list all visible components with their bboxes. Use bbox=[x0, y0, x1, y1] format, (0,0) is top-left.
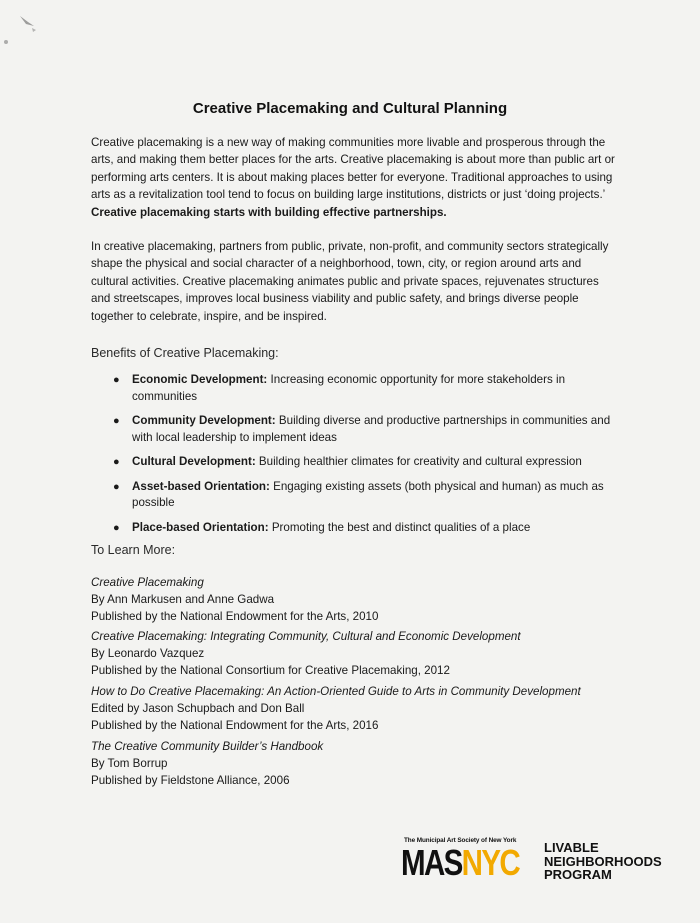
reference-entry bbox=[91, 574, 631, 626]
bullet-icon: ● bbox=[113, 415, 120, 427]
list-item bbox=[91, 520, 611, 537]
reference-title: Creative Placemaking: Integrating Community, Cultural and Economic Development bbox=[91, 630, 521, 643]
logo-program-line: LIVABLE bbox=[544, 840, 599, 855]
bullet-icon: ● bbox=[113, 456, 120, 468]
benefit-label: Economic Development: bbox=[132, 373, 268, 386]
list-item bbox=[91, 454, 611, 471]
list-item bbox=[91, 479, 611, 512]
logo-program-line: NEIGHBORHOODS bbox=[544, 853, 662, 869]
learn-more-heading: To Learn More: bbox=[91, 543, 176, 557]
intro-paragraph bbox=[91, 134, 616, 221]
benefit-text: Increasing economic opportunity for more stakeholders in communities bbox=[132, 373, 566, 403]
intro-text: Creative placemaking is a new way of making communities more livable and prosperous through the arts, and making them better places for the arts. Creative placemaking is about more than public art or performing arts centers. It is about making places better for everyone. Traditional approaches to using arts as a revitalization tool tend to focus on building large institutions, districts or just ‘doing projects.’ bbox=[91, 136, 615, 202]
reference-entry bbox=[91, 683, 631, 735]
list-item bbox=[91, 413, 611, 446]
logo-tagline: The Municipal Art Society of New York bbox=[404, 837, 517, 844]
reference-publisher: Published by the National Consortium for Creative Placemaking, 2012 bbox=[91, 664, 450, 678]
benefit-label: Community Development: bbox=[132, 414, 276, 427]
bullet-icon: ● bbox=[113, 480, 120, 493]
benefit-text: Promoting the best and distinct qualities of a place bbox=[271, 520, 531, 534]
reference-author: Edited by Jason Schupbach and Don Ball bbox=[91, 702, 305, 716]
reference-title: The Creative Community Builder’s Handbook bbox=[91, 740, 324, 753]
page-title: Creative Placemaking and Cultural Planning bbox=[192, 100, 508, 117]
reference-title: Creative Placemaking bbox=[91, 576, 204, 589]
scan-speck-icon bbox=[2, 38, 12, 46]
scan-speck-icon bbox=[14, 12, 38, 34]
benefits-heading: Benefits of Creative Placemaking: bbox=[91, 346, 279, 360]
benefit-label: Place-based Orientation: bbox=[132, 520, 269, 534]
bullet-icon: ● bbox=[113, 374, 120, 386]
benefit-label: Cultural Development: bbox=[132, 455, 256, 468]
partners-paragraph: In creative placemaking, partners from public, private, non-profit, and community sectors strategically shape the physical and social character of a neighborhood, town, city, or region around arts and cultural activities. Creative placemaking animates public and private spaces, rejuvenates structures and streetscapes, improves local business viability and public safety, and brings diverse people together to celebrate, inspire, and be inspired. bbox=[91, 240, 609, 323]
bullet-icon: ● bbox=[113, 521, 120, 534]
benefit-label: Asset-based Orientation: bbox=[132, 479, 270, 493]
benefits-list bbox=[91, 372, 611, 544]
reference-publisher: Published by Fieldstone Alliance, 2006 bbox=[91, 774, 290, 788]
reference-author: By Leonardo Vazquez bbox=[91, 647, 205, 661]
mas-nyc-logo bbox=[401, 833, 681, 885]
list-item bbox=[91, 372, 611, 405]
intro-bold-statement: Creative placemaking starts with building effective partnerships. bbox=[91, 205, 447, 219]
reference-publisher: Published by the National Endowment for the Arts, 2010 bbox=[91, 610, 379, 624]
reference-publisher: Published by the National Endowment for the Arts, 2016 bbox=[91, 719, 379, 733]
logo-wordmark bbox=[401, 843, 519, 883]
reference-entry bbox=[91, 738, 631, 790]
benefit-text: Building healthier climates for creativity and cultural expression bbox=[258, 455, 582, 468]
logo-nyc: NYC bbox=[461, 842, 520, 883]
benefit-text: Building diverse and productive partnerships in communities and with local leadership to implement ideas bbox=[132, 414, 611, 444]
logo-mas: MAS bbox=[401, 842, 462, 883]
logo-program-line: PROGRAM bbox=[544, 867, 612, 882]
reference-title: How to Do Creative Placemaking: An Action-Oriented Guide to Arts in Community Development bbox=[91, 685, 581, 698]
reference-author: By Ann Markusen and Anne Gadwa bbox=[91, 593, 275, 607]
reference-entry bbox=[91, 628, 631, 680]
reference-author: By Tom Borrup bbox=[91, 757, 168, 771]
logo-program-name bbox=[544, 841, 662, 882]
benefit-text: Engaging existing assets (both physical and human) as much as possible bbox=[132, 479, 604, 509]
